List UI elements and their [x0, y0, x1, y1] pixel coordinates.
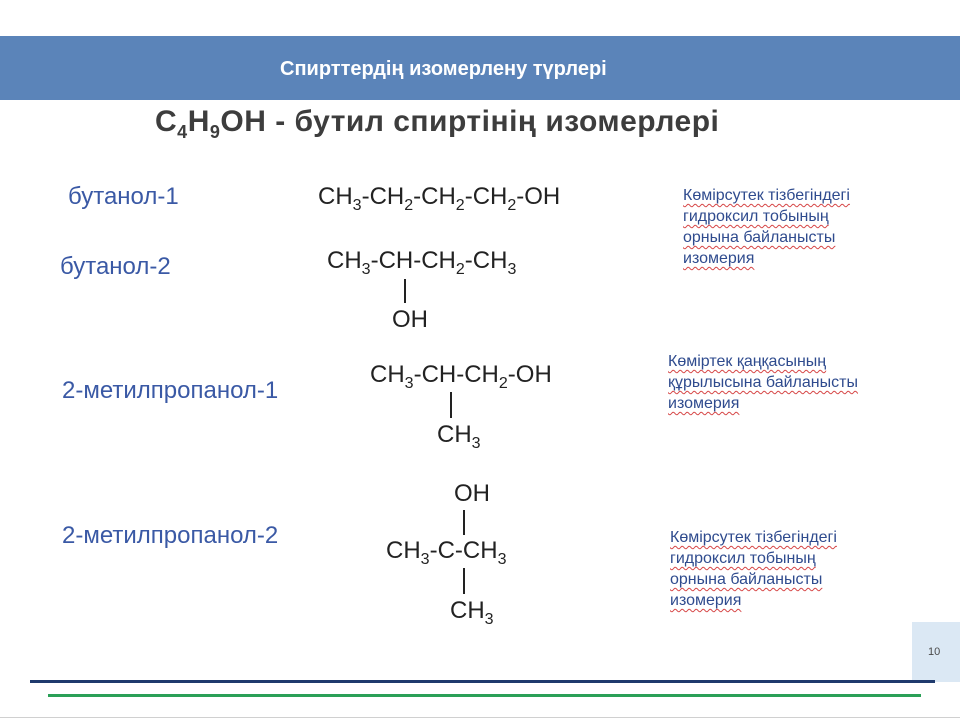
page-number: 10 [928, 646, 941, 658]
bond-line [463, 568, 465, 594]
formula-2-methylpropanol-2: $CH_3-C-CH_3$ [386, 537, 507, 568]
note-skeleton-isomerism [668, 351, 858, 414]
formula-butanol-1: $CH_3-CH_2-CH_2-CH_2-OH$ [318, 183, 561, 214]
top-oh-2-methylpropanol-2: OH [454, 480, 490, 507]
formula-2-methylpropanol-1: $CH_3-CH-CH_2-OH$ [370, 361, 552, 392]
footer-rule-blue [30, 680, 935, 683]
note-line: Көміртек қаңқасының [668, 353, 827, 370]
formula-butanol-2: $CH_3-CH-CH_2-CH_3$ [327, 247, 517, 278]
footer-rule-green [48, 694, 921, 697]
note-line: Көмірсутек тізбегіндегі [670, 529, 837, 546]
note-line: изомерия [668, 395, 740, 412]
bottom-ch3-2-methylpropanol-2: $CH_3$ [450, 597, 494, 628]
note-line: гидроксил тобының [683, 208, 829, 225]
isomer-name-butanol-1: бутанол-1 [68, 183, 179, 210]
bottom-divider [0, 717, 960, 718]
slide-heading: $C_4H_9OH$ - бутил спиртінің изомерлері [155, 105, 720, 142]
slide-title: Спирттердің изомерлену түрлері [280, 58, 607, 80]
isomer-name-2-methylpropanol-1: 2-метилпропанол-1 [62, 377, 279, 404]
branch-ch3-2-methylpropanol-1: $CH_3$ [437, 421, 481, 452]
note-line: Көмірсутек тізбегіндегі [683, 187, 850, 204]
bond-line [404, 279, 406, 303]
bond-line [463, 510, 465, 535]
note-hydroxyl-position-2 [670, 527, 837, 611]
branch-oh-butanol-2: OH [392, 306, 428, 333]
note-line: гидроксил тобының [670, 550, 816, 567]
note-line: изомерия [670, 592, 742, 609]
isomer-name-butanol-2: бутанол-2 [60, 253, 171, 280]
note-line: орнына байланысты [670, 571, 823, 588]
isomer-name-2-methylpropanol-2: 2-метилпропанол-2 [62, 522, 279, 549]
note-hydroxyl-position-1 [683, 185, 850, 269]
note-line: орнына байланысты [683, 229, 836, 246]
note-line: құрылысына байланысты [668, 374, 858, 391]
note-line: изомерия [683, 250, 755, 267]
bond-line [450, 392, 452, 418]
